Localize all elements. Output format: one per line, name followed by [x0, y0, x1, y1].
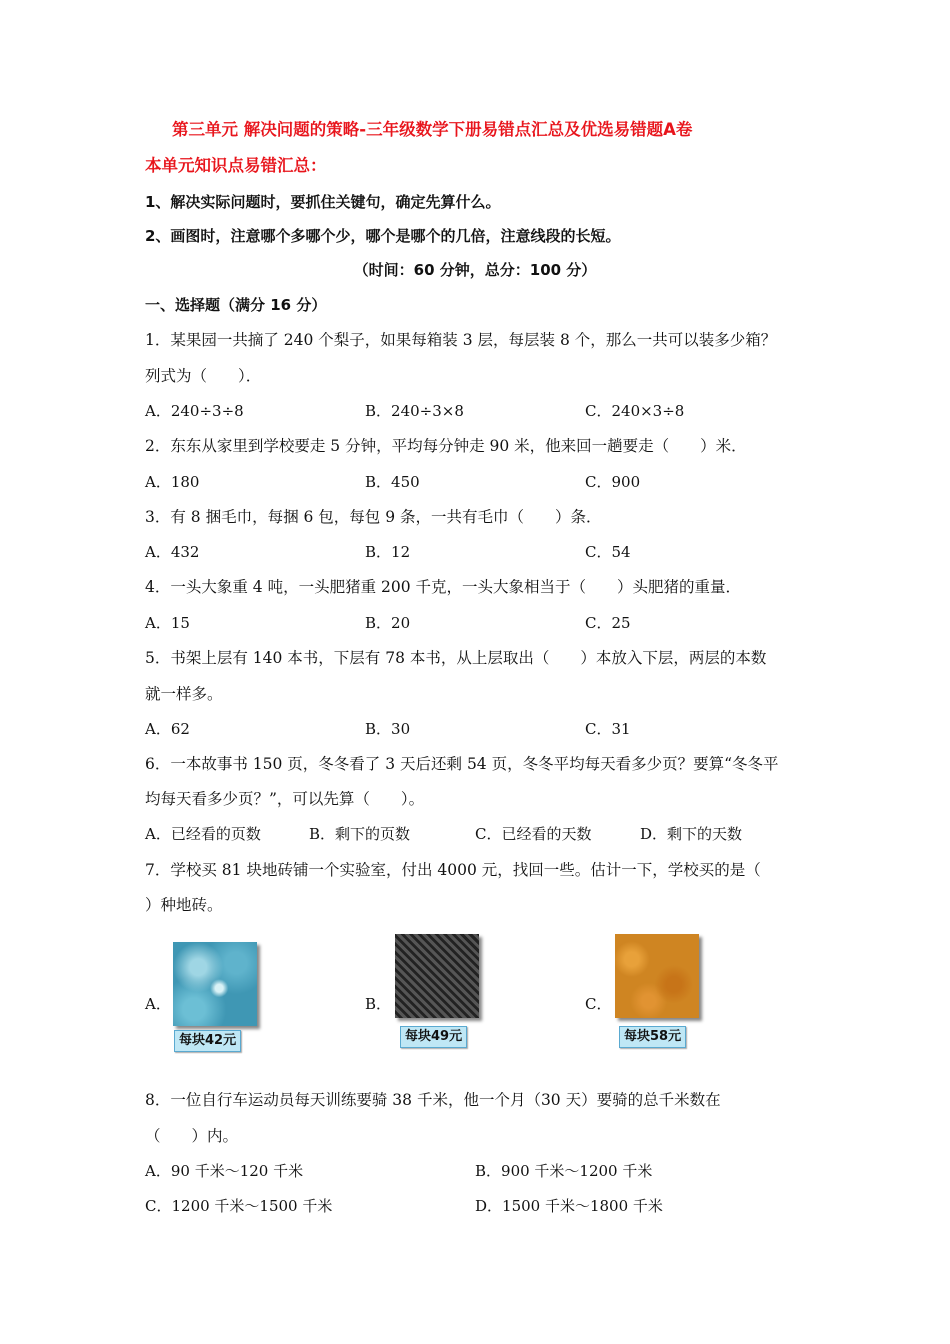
q1-option-c[interactable]: C．240×3÷8 — [585, 402, 685, 420]
tile-orange-image — [615, 934, 699, 1018]
q1-option-a[interactable]: A．240÷3÷8 — [145, 402, 244, 420]
question-8-line-2: （ ）内。 — [145, 1127, 239, 1145]
price-label-a: 每块42元 — [174, 1030, 241, 1052]
q6-option-c[interactable]: C．已经看的天数 — [475, 825, 592, 843]
q8-option-c[interactable]: C．1200 千米～1500 千米 — [145, 1197, 333, 1215]
question-2-line-1: 2．东东从家里到学校要走 5 分钟，平均每分钟走 90 米，他来回一趟要走（ ）米． — [145, 437, 747, 455]
section-heading: 一、选择题（满分 16 分） — [145, 296, 327, 314]
q8-option-b[interactable]: B．900 千米～1200 千米 — [475, 1162, 653, 1180]
question-3-line-1: 3．有 8 捆毛巾，每捆 6 包，每包 9 条，一共有毛巾（ ）条． — [145, 508, 602, 526]
exam-info: （时间：60 分钟，总分：100 分） — [353, 261, 597, 279]
question-4-line-1: 4．一头大象重 4 吨，一头肥猪重 200 千克，一头大象相当于（ ）头肥猪的重量． — [145, 578, 742, 596]
summary-heading: 本单元知识点易错汇总： — [145, 156, 327, 175]
question-8-line-1: 8．一位自行车运动员每天训练要骑 38 千米，他一个月（30 天）要骑的总千米数在 — [145, 1091, 721, 1109]
tip-1: 1、解决实际问题时，要抓住关键句，确定先算什么。 — [145, 193, 501, 211]
q3-option-a[interactable]: A．432 — [145, 543, 200, 561]
q3-option-c[interactable]: C．54 — [585, 543, 631, 561]
q6-option-a[interactable]: A．已经看的页数 — [145, 825, 261, 843]
question-5-line-1: 5．书架上层有 140 本书，下层有 78 本书，从上层取出（ ）本放入下层，两层的本数 — [145, 649, 767, 667]
question-7-line-1: 7．学校买 81 块地砖铺一个实验室，付出 4000 元，找回一些。估计一下，学校买的是（ — [145, 861, 761, 879]
q7-option-b[interactable]: B． — [365, 995, 392, 1013]
q2-option-b[interactable]: B．450 — [365, 473, 420, 491]
question-6-line-1: 6．一本故事书 150 页，冬冬看了 3 天后还剩 54 页，冬冬平均每天看多少页？要算“冬冬平 — [145, 755, 779, 773]
q3-option-b[interactable]: B．12 — [365, 543, 411, 561]
tile-dark-weave-image — [395, 934, 479, 1018]
q7-option-c[interactable]: C． — [585, 995, 612, 1013]
question-1-line-1: 1．某果园一共摘了 240 个梨子，如果每箱装 3 层，每层装 8 个，那么一共可以装多少箱？ — [145, 331, 777, 349]
question-7-line-2: ）种地砖。 — [145, 896, 223, 914]
q4-option-c[interactable]: C．25 — [585, 614, 631, 632]
q2-option-a[interactable]: A．180 — [145, 473, 200, 491]
price-label-b: 每块49元 — [400, 1026, 467, 1048]
q7-option-a[interactable]: A． — [145, 995, 171, 1013]
q8-option-a[interactable]: A．90 千米～120 千米 — [145, 1162, 304, 1180]
q4-option-b[interactable]: B．20 — [365, 614, 411, 632]
page-title: 第三单元 解决问题的策略-三年级数学下册易错点汇总及优选易错题A卷 — [172, 120, 693, 139]
q8-option-d[interactable]: D．1500 千米～1800 千米 — [475, 1197, 663, 1215]
q5-option-b[interactable]: B．30 — [365, 720, 411, 738]
question-5-line-2: 就一样多。 — [145, 685, 223, 703]
q5-option-c[interactable]: C．31 — [585, 720, 631, 738]
q2-option-c[interactable]: C．900 — [585, 473, 641, 491]
question-6-line-2: 均每天看多少页？”，可以先算（ ）。 — [145, 790, 425, 808]
q5-option-a[interactable]: A．62 — [145, 720, 190, 738]
q6-option-b[interactable]: B．剩下的页数 — [309, 825, 411, 843]
price-label-c: 每块58元 — [619, 1026, 686, 1048]
q4-option-a[interactable]: A．15 — [145, 614, 190, 632]
tile-blue-image — [173, 942, 257, 1026]
q1-option-b[interactable]: B．240÷3×8 — [365, 402, 464, 420]
q6-option-d[interactable]: D．剩下的天数 — [640, 825, 743, 843]
tip-2: 2、画图时，注意哪个多哪个少，哪个是哪个的几倍，注意线段的长短。 — [145, 227, 621, 245]
question-1-line-2: 列式为（ ）． — [145, 367, 262, 385]
